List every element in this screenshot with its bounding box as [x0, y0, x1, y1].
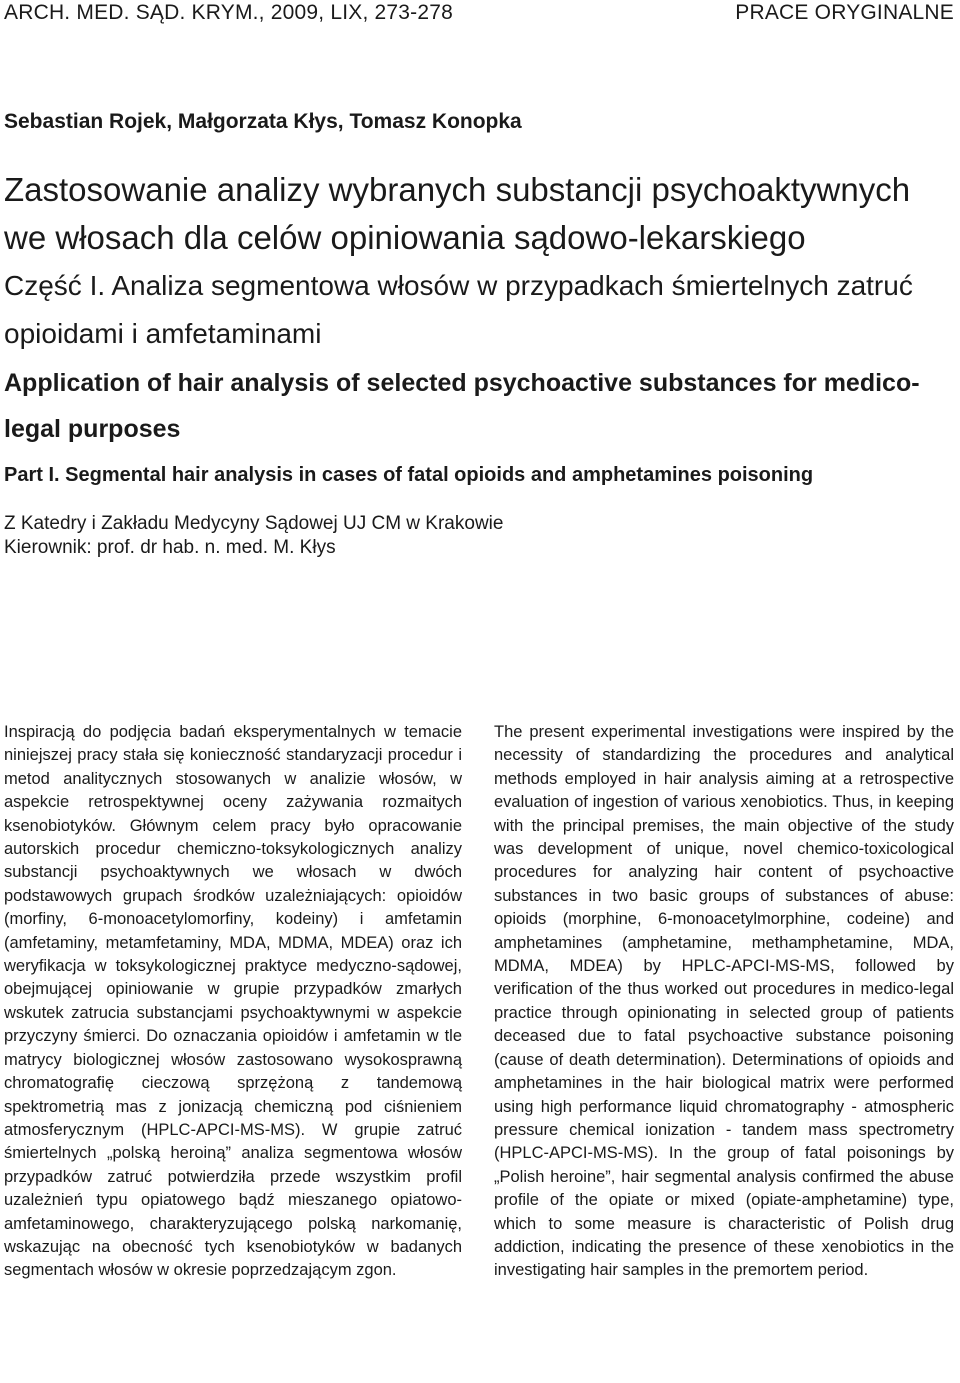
article-title-polish: Zastosowanie analizy wybranych substancji psychoaktywnych we włosach dla celów opiniowania sądowo-lekarskiego	[4, 171, 911, 256]
article-subtitle-polish: Część I. Analiza segmentowa włosów w przypadkach śmiertelnych zatruć opioidami i amfetaminami	[4, 270, 913, 349]
author-list: Sebastian Rojek, Małgorzata Kłys, Tomasz Konopka	[4, 110, 522, 133]
article-subtitle-english: Part I. Segmental hair analysis in cases of fatal opioids and amphetamines poisoning	[4, 464, 814, 486]
running-header	[0, 0, 960, 30]
abstract-polish: Inspiracją do podjęcia badań eksperymentalnych w temacie niniejszej pracy stała się konieczność standaryzacji procedur i metod analitycznych stosowanych w analizie włosów, w aspekcie retrospektywnej oceny zażywania rozmaitych ksenobiotyków. Głównym celem pracy było opracowanie autorskich procedur chemiczno-toksykologicznych analizy substancji psychoaktywnych we włosach w dwóch podstawowych grupach środków uzależniających: opioidów (morfiny, 6-monoacetylomorfiny, kodeiny) i amfetamin (amfetaminy, metamfetaminy, MDA, MDMA, MDEA) oraz ich weryfikacja w toksykologicznej praktyce medyczno-sądowej, obejmującej opiniowanie w grupie przypadków zmarłych wskutek zatrucia substancjami psychoaktywnymi w aspekcie przyczyny śmierci. Do oznaczania opioidów i amfetamin w tle matrycy biologicznej włosów zastosowano wysokosprawną chromatografię cieczową sprzężoną z tandemową spektrometrią mas z jonizacją chemiczną pod ciśnieniem atmosferycznym (HPLC-APCI-MS-MS). W grupie zatruć śmiertelnych „polską heroiną” analiza segmentowa włosów przypadków zatruć potwierdziła przede wszystkim profil uzależnień typu opiatowego bądź mieszanego opiatowo-amfetaminowego, charakteryzującego polską narkomanię, wskazując na obecność tych ksenobiotyków w badanych segmentach włosów w okresie poprzedzającym zgon.	[4, 723, 462, 1280]
journal-reference: ARCH. MED. SĄD. KRYM., 2009, LIX, 273-278	[4, 1, 453, 24]
affiliation-block	[4, 512, 503, 560]
abstract-english: The present experimental investigations were inspired by the necessity of standardizing the procedures and analytical methods employed in hair analysis aiming at a retrospective evaluation of ingestion of various xenobiotics. Thus, in keeping with the principal premises, the main objective of the study was development of unique, novel chemico-toxicological procedures for analyzing hair content of psychoactive substances in two basic groups of substances of abuse: opioids (morphine, 6-monoacetylmorphine, codeine) and amphetamines (amphetamine, methamphetamine, MDA, MDMA, MDEA) by HPLC-APCI-MS-MS, followed by verification of the thus worked out procedures in medico-legal practice through opinionating in selected group of patients deceased due to fatal psychoactive substance poisoning (cause of death determination). Determinations of opioids and amphetamines in the hair biological matrix were performed using high performance liquid chromatography - atmospheric pressure chemical ionization - tandem mass spectrometry (HPLC-APCI-MS-MS). In the group of fatal poisonings by „Polish heroine”, hair segmental analysis confirmed the abuse profile of the opiate or mixed (opiate-amphetamine) type, which to some measure is characteristic of Polish drug addiction, indicating the presence of these xenobiotics in the investigating hair samples in the premortem period.	[494, 723, 954, 1280]
article-type-label: PRACE ORYGINALNE	[735, 1, 954, 24]
department-head: Kierownik: prof. dr hab. n. med. M. Kłys	[4, 537, 336, 558]
article-title-english: Application of hair analysis of selected psychoactive substances for medico-legal purposes	[4, 369, 920, 443]
department-name: Z Katedry i Zakładu Medycyny Sądowej UJ CM w Krakowie	[4, 513, 504, 534]
